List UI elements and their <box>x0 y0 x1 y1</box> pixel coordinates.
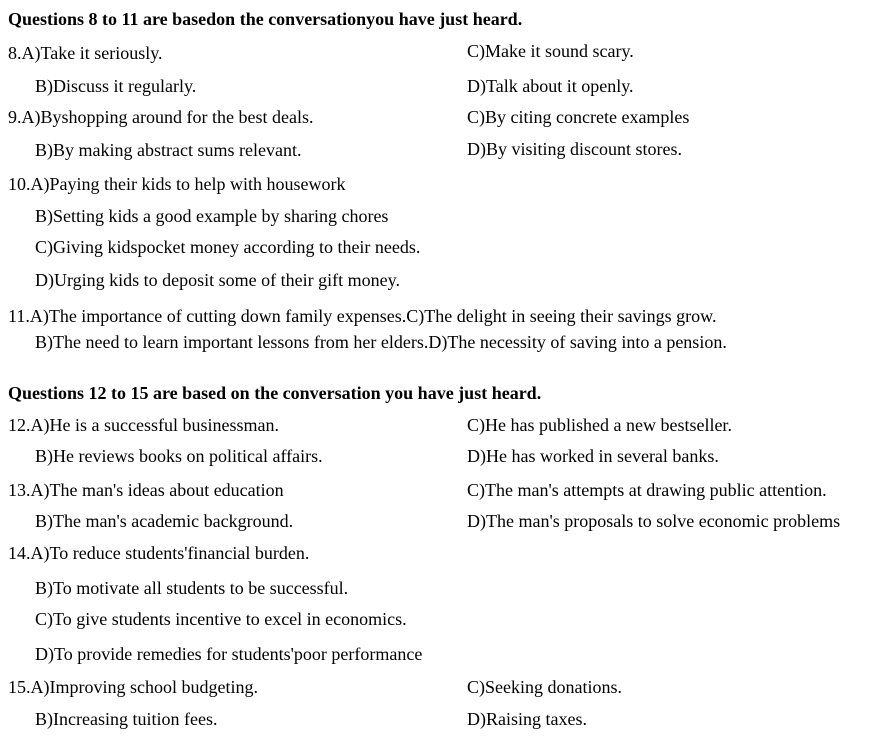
question-9-option-d: D)By visiting discount stores. <box>467 139 682 159</box>
question-15-option-a: 15.A)Improving school budgeting. <box>8 677 258 697</box>
question-14-option-c: C)To give students incentive to excel in economics. <box>35 609 407 629</box>
question-10-option-b: B)Setting kids a good example by sharing chores <box>35 206 389 226</box>
question-13-option-d: D)The man's proposals to solve economic problems <box>467 511 841 531</box>
question-12-option-b: B)He reviews books on political affairs. <box>35 446 323 466</box>
question-11-options-a-c: 11.A)The importance of cutting down family expenses.C)The delight in seeing their savings grow. <box>8 306 717 326</box>
question-8-option-c: C)Make it sound scary. <box>467 41 634 61</box>
question-12-option-c: C)He has published a new bestseller. <box>467 415 732 435</box>
question-13-option-c: C)The man's attempts at drawing public attention. <box>467 480 827 500</box>
question-13-option-a: 13.A)The man's ideas about education <box>8 480 284 500</box>
question-8-option-d: D)Talk about it openly. <box>467 76 634 96</box>
question-10-option-c: C)Giving kidspocket money according to their needs. <box>35 237 421 257</box>
question-9-option-b: B)By making abstract sums relevant. <box>35 140 302 160</box>
question-8-option-a: 8.A)Take it seriously. <box>8 43 163 63</box>
question-12-option-d: D)He has worked in several banks. <box>467 446 719 466</box>
question-12-option-a: 12.A)He is a successful businessman. <box>8 415 279 435</box>
section-heading: Questions 12 to 15 are based on the conversation you have just heard. <box>8 383 542 403</box>
question-15-option-b: B)Increasing tuition fees. <box>35 709 218 729</box>
section-heading: Questions 8 to 11 are basedon the conversationyou have just heard. <box>8 9 523 29</box>
question-8-option-b: B)Discuss it regularly. <box>35 76 197 96</box>
question-14-option-d: D)To provide remedies for students'poor performance <box>35 644 423 664</box>
question-11-options-b-d: B)The need to learn important lessons from her elders.D)The necessity of saving into a pension. <box>35 332 727 352</box>
question-9-option-a: 9.A)Byshopping around for the best deals. <box>8 107 314 127</box>
question-14-option-b: B)To motivate all students to be successful. <box>35 578 349 598</box>
question-15-option-d: D)Raising taxes. <box>467 709 587 729</box>
question-10-option-a: 10.A)Paying their kids to help with housework <box>8 174 346 194</box>
question-9-option-c: C)By citing concrete examples <box>467 107 690 127</box>
question-14-option-a: 14.A)To reduce students'financial burden. <box>8 543 310 563</box>
question-10-option-d: D)Urging kids to deposit some of their gift money. <box>35 270 400 290</box>
question-13-option-b: B)The man's academic background. <box>35 511 294 531</box>
question-15-option-c: C)Seeking donations. <box>467 677 622 697</box>
